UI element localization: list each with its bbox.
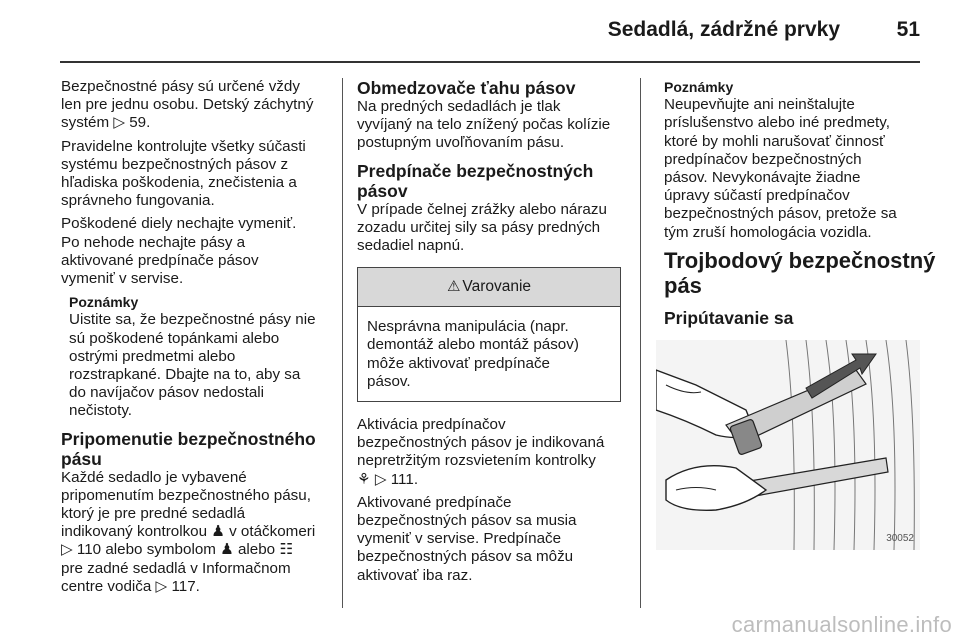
section-heading-three-point-belt: Trojbodový bezpečnostný pás [664,247,936,298]
column-right [664,78,936,328]
page-header [0,0,960,62]
section-heading-reminder: Pripomenutie bezpečnostného pásu [61,428,316,469]
seatbelt-drawing [656,340,920,550]
figure-code: 30052 [886,533,914,544]
page-number: 51 [896,18,920,41]
paragraph-inspection: Pravidelne kontrolujte všetky súčasti systému bezpečnostných pásov z hľadiska poškodenia, znečistenia a správneho fungovania. [61,137,306,210]
warning-box [357,267,621,402]
note-title: Poznámky [664,79,734,95]
note-title: Poznámky [69,294,139,311]
paragraph-pretensioners: V prípade čelnej zrážky alebo nárazu zozadu určitej sily sa pásy predných sedadiel napnú. [357,200,607,255]
section-heading-pretensioners: Predpínače bezpečnostných pásov [357,160,594,201]
page-title: Sedadlá, zádržné prvky [607,18,840,41]
paragraph-activation: Aktivácia predpínačov bezpečnostných pásov je indikovaná nepretržitým rozsvietením kontrolky ⚘ ▷ 111. [357,416,605,488]
paragraph-limiters: Na predných sedadlách je tlak vyvíjaný na telo znížený počas kolízie postupným uvoľňovaním pásu. [357,98,611,152]
column-divider-2 [640,78,641,608]
warning-body: Nesprávna manipulácia (napr. demontáž alebo montáž pásov) môže aktivovať predpínače pásov. [367,318,579,390]
column-middle [357,78,627,590]
section-heading-limiters: Obmedzovače ťahu pásov [357,78,576,98]
watermark: carmanualsonline.info [731,612,952,637]
paragraph-service: Aktivované predpínače bezpečnostných pásov sa musia vymeniť v servise. Predpínače bezpečnostných pásov sa môžu aktivovať iba raz. [357,493,577,584]
paragraph-reminder: Každé sedadlo je vybavené pripomenutím bezpečnostného pásu, ktorý je pre predné sedadlá indikovaný kontrolkou ♟ v otáčkomeri ▷ 110 alebo symbolom ♟ alebo ☷ pre zadné sedadlá v Informačnom centre vodiča ▷ 117. [61,468,316,595]
column-left [61,78,329,601]
paragraph-replacement: Poškodené diely nechajte vymeniť. Po nehode nechajte pásy a aktivované predpínače pásov vymeniť v servise. [61,215,297,288]
paragraph-intro: Bezpečnostné pásy sú určené vždy len pre jednu osobu. Detský záchytný systém ▷ 59. [61,78,314,132]
seatbelt-illustration [656,340,920,550]
warning-header [358,268,620,307]
subheading-fastening: Pripútavanie sa [664,307,794,328]
header-divider [60,61,920,63]
note-block: Poznámky Uistite sa, že bezpečnostné pásy nie sú poškodené topánkami alebo ostrými predmetmi alebo rozstrapkané. Dbajte na to, aby sa do navíjačov pásov nedostali nečistoty. [69,293,329,420]
column-divider-1 [342,78,343,608]
note-block-accessories: Poznámky Neupevňujte ani neinštalujte príslušenstvo alebo iné predmety, ktoré by mohli narušovať činnosť predpínačov bezpečnostných pásov. Nevykonávajte žiadne úpravy súčastí predpínačov bezpečnostných pásov, pretože sa tým zruší homologácia vozidla. [664,78,920,242]
warning-title: Varovanie [462,278,532,296]
warning-triangle-icon: ⚠ [446,278,461,296]
